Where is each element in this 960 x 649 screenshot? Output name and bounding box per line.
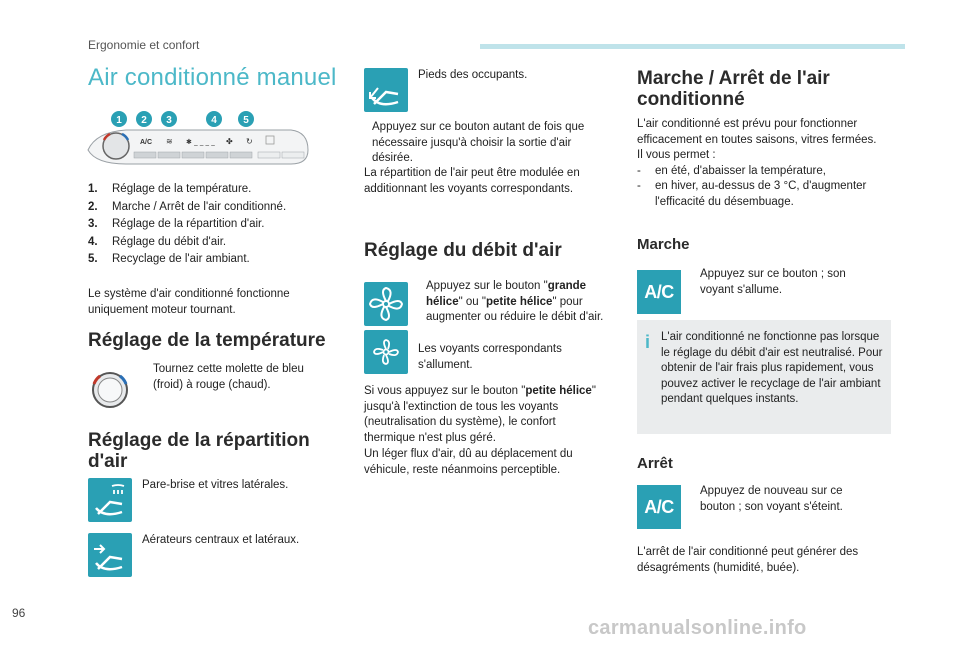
windscreen-text: Pare-brise et vitres latérales. [142,479,289,491]
marche-heading: Marche [637,236,690,253]
vents-icon [88,533,132,577]
svg-text:↻: ↻ [246,137,253,146]
onoff-allows: Il vous permet : [637,149,716,161]
legend-item: 4. Réglage du débit d'air. [88,235,227,248]
debit-heading: Réglage du débit d'air [364,240,562,261]
control-panel-illustration [86,108,311,170]
vents-text: Aérateurs centraux et latéraux. [142,534,300,546]
legend-list [88,182,308,270]
onoff-item-1: - en été, d'abaisser la température, [637,165,826,177]
debit-paragraph-2: Un léger flux d'air, dû au déplacement du véhicule, reste néanmoins perceptible. [364,448,573,476]
ac-button-icon: A/C [637,270,681,314]
debit-lights: Les voyants correspondants s'allument. [418,343,562,371]
watermark: carmanualsonline.info [588,617,807,639]
big-fan-icon [364,282,408,326]
onoff-intro: L'air conditionné est prévu pour fonctionner efficacement en toutes saisons, vitres fermées. [637,118,877,146]
info-icon: i [645,332,651,352]
feet-icon [364,68,408,112]
legend-item: 3. Réglage de la répartition d'air. [88,218,265,230]
page-title: Air conditionné manuel [88,64,337,91]
callout-2: 2 [141,115,147,126]
svg-text:A/C: A/C [139,139,153,146]
legend-item: 2. Marche / Arrêt de l'air conditionné. [88,200,287,213]
arret-text: Appuyez de nouveau sur ce bouton ; son voyant s'éteint. [700,485,843,513]
page-number: 96 [12,606,26,620]
arret-note: L'arrêt de l'air conditionné peut générer des désagréments (humidité, buée). [637,546,859,574]
marche-text: Appuyez sur ce bouton ; son voyant s'allume. [700,268,846,296]
windscreen-icon [88,478,132,522]
ac-button-icon: A/C [637,485,681,529]
temp-heading: Réglage de la température [88,330,326,351]
temp-instruction: Tournez cette molette de bleu (froid) à rouge (chaud). [153,363,304,391]
header-bar [480,44,905,49]
feet-text: Pieds des occupants. [418,69,528,81]
callout-3: 3 [166,115,172,126]
temperature-dial-icon [88,368,132,412]
arret-heading: Arrêt [637,455,673,472]
intro-text: Le système d'air conditionné fonctionne uniquement moteur tournant. [88,288,290,316]
legend-item: 1. Réglage de la température. [88,183,252,195]
info-text: L'air conditionné ne fonctionne pas lorsque le réglage du débit d'air est neutralisé. Pour obtenir de l'air frais plus rapidement, vous pouvez activer le recyclage de l'air ambiant pendant quelques instants. [661,331,883,405]
onoff-item-2: - en hiver, au-dessus de 3 °C, d'augmenter l'efficacité du désembuage. [637,180,867,208]
repartition-press: Appuyez sur ce bouton autant de fois que nécessaire jusqu'à choisir la sortie d'air désirée. [372,121,585,164]
repartition-heading: Réglage de la répartition d'air [88,430,310,472]
onoff-heading: Marche / Arrêt de l'air conditionné [637,68,830,110]
debit-press: Appuyez sur le bouton "grande hélice" ou "petite hélice" pour augmenter ou réduire le débit d'air. [426,280,604,323]
panel-callouts [111,111,254,127]
svg-text:✤: ✤ [226,137,233,146]
legend-item: 5. Recyclage de l'air ambiant. [88,253,250,265]
svg-text:≋: ≋ [166,137,173,146]
callout-5: 5 [243,115,249,126]
svg-text:✱ _ _ _ _: ✱ _ _ _ _ [186,138,215,146]
callout-4: 4 [211,115,217,126]
small-fan-icon [364,330,408,374]
section-header: Ergonomie et confort [88,38,200,52]
debit-paragraph: Si vous appuyez sur le bouton "petite hélice" jusqu'à l'extinction de tous les voyants (neutralisation du système), le confort thermique n'est plus géré. [364,385,596,444]
repartition-note: La répartition de l'air peut être modulée en additionnant les voyants correspondants. [364,167,580,195]
callout-1: 1 [116,115,122,126]
